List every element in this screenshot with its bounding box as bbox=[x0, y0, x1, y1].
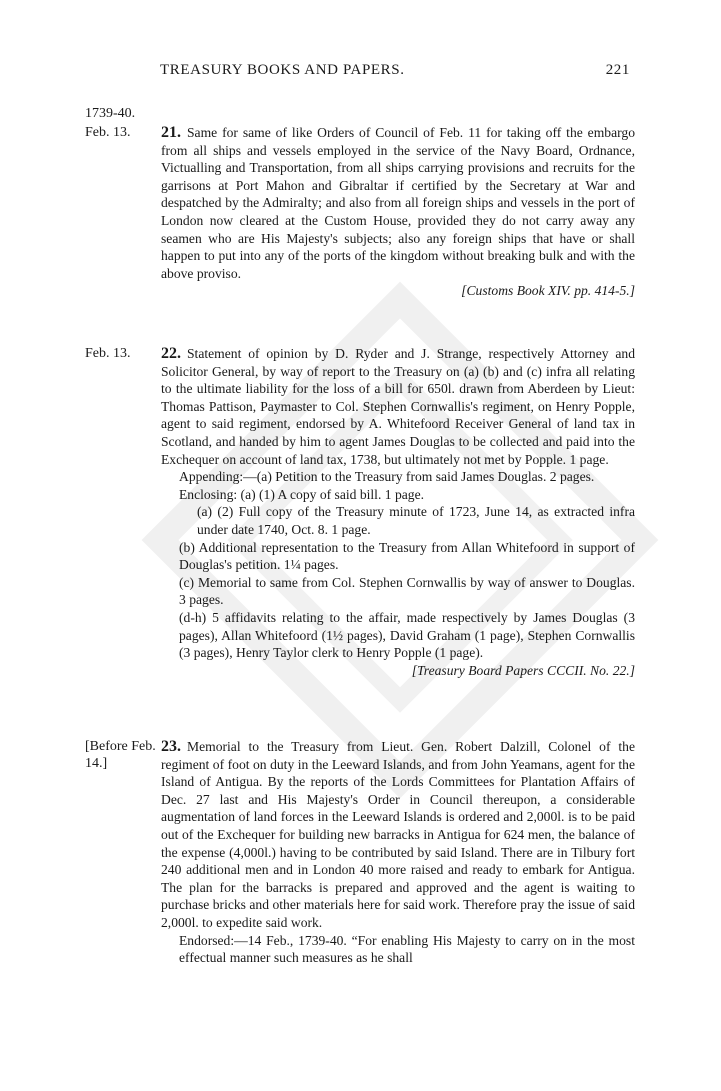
entry-number: 22. bbox=[161, 345, 181, 362]
item-b: (b) Additional representation to the Treasury from Allan Whitefoord in support of Douglas's petition. 1¼ pages. bbox=[179, 539, 635, 573]
appending-note: Appending:—(a) Petition to the Treasury from said James Douglas. 2 pages. bbox=[179, 469, 595, 485]
enclosing-note: Enclosing: (a) (1) A copy of said bill. 1 page. bbox=[179, 486, 425, 502]
entry-reference: [Treasury Board Papers CCCII. No. 22.] bbox=[411, 662, 635, 678]
page-number: 221 bbox=[605, 62, 630, 78]
entry-text: Statement of opinion by D. Ryder and J. Strange, respectively Attorney and Solicitor General, by way of report to the Treasury on (a) (b) and (c) infra all relating to the ultimate liability for the loss of a bill for 650l. drawn from Aberdeen by Lieut: Thomas Pattison, Paymaster to Col. Stephen Cornwallis's regiment, on Henry Popple, agent to said regiment, endorsed by A. Whitefoord Receiver General of land tax in Scotland, and handed by him to agent James Douglas to be collected and paid into the Exchequer on account of land tax, 1738, but ultimately not met by Popple. 1 page. bbox=[161, 346, 635, 467]
item-c: (c) Memorial to same from Col. Stephen Cornwallis by way of answer to Douglas. 3 pages. bbox=[179, 574, 635, 608]
entry-body bbox=[161, 124, 635, 300]
year-label: 1739-40. bbox=[85, 106, 136, 121]
entry-number: 21. bbox=[161, 124, 181, 141]
endorsed-note: Endorsed:—14 Feb., 1739-40. “For enabling His Majesty to carry on in the most effectual manner such measures as he shall bbox=[179, 932, 635, 966]
entry-date: Feb. 13. bbox=[85, 125, 131, 140]
entry-date: [Before Feb. 14.] bbox=[85, 739, 156, 771]
entry-body bbox=[161, 738, 635, 967]
entry-body bbox=[161, 345, 635, 679]
entry-reference: [Customs Book XIV. pp. 414-5.] bbox=[461, 283, 635, 299]
entry-text: Same for same of like Orders of Council of Feb. 11 for taking off the embargo from all ships and vessels employed in the service of the Navy Board, Ordnance, Victualling and Transportation, from all ships carrying provisions and recruits for the garrisons at Port Mahon and Gibraltar if certified by the Secretary at War and despatched by the Admiralty; and also from all foreign ships and vessels in the port of London now cleared at the Custom House, provided they do not carry away any seamen who are His Majesty's subjects; also any foreign ships that have or shall happen to put into any of the ports of the kingdom without breaking bulk and with the above proviso. bbox=[161, 125, 635, 281]
item-d-h: (d-h) 5 affidavits relating to the affair, made respectively by James Douglas (3 pages), Allan Whitefoord (1½ pages), David Graham (1 page), Stephen Cornwallis (3 pages), Henry Taylor clerk to Henry Popple (1 page). bbox=[179, 609, 635, 661]
running-header bbox=[160, 62, 630, 79]
entry-number: 23. bbox=[161, 738, 181, 755]
entry-date: Feb. 13. bbox=[85, 346, 131, 361]
enclosing-note-2: (a) (2) Full copy of the Treasury minute of 1723, June 14, as extracted infra under date 1740, Oct. 8. 1 page. bbox=[197, 504, 635, 537]
header-title: TREASURY BOOKS AND PAPERS. bbox=[160, 62, 405, 78]
entry-text: Memorial to the Treasury from Lieut. Gen. Robert Dalzill, Colonel of the regiment of foot on duty in the Leeward Islands, and from John Yeamans, agent for the Island of Antigua. By the reports of the Lords Committees for Plantation Affairs of Dec. 27 last and His Majesty's Order in Council thereupon, a considerable augmentation of land forces in the Leeward Islands is ordered and 2,000l. is to be paid out of the Exchequer for building new barracks in Antigua for 624 men, the balance of the expense (4,000l.) having to be contributed by said Island. There are in Tilbury fort 240 additional men and in London 40 more raised and ready to embark for Antigua. The plan for the barracks is prepared and approved and the agent is waiting to purchase bricks and other materials here for said work. Therefore pray the issue of said 2,000l. to expedite said work. bbox=[161, 739, 635, 930]
